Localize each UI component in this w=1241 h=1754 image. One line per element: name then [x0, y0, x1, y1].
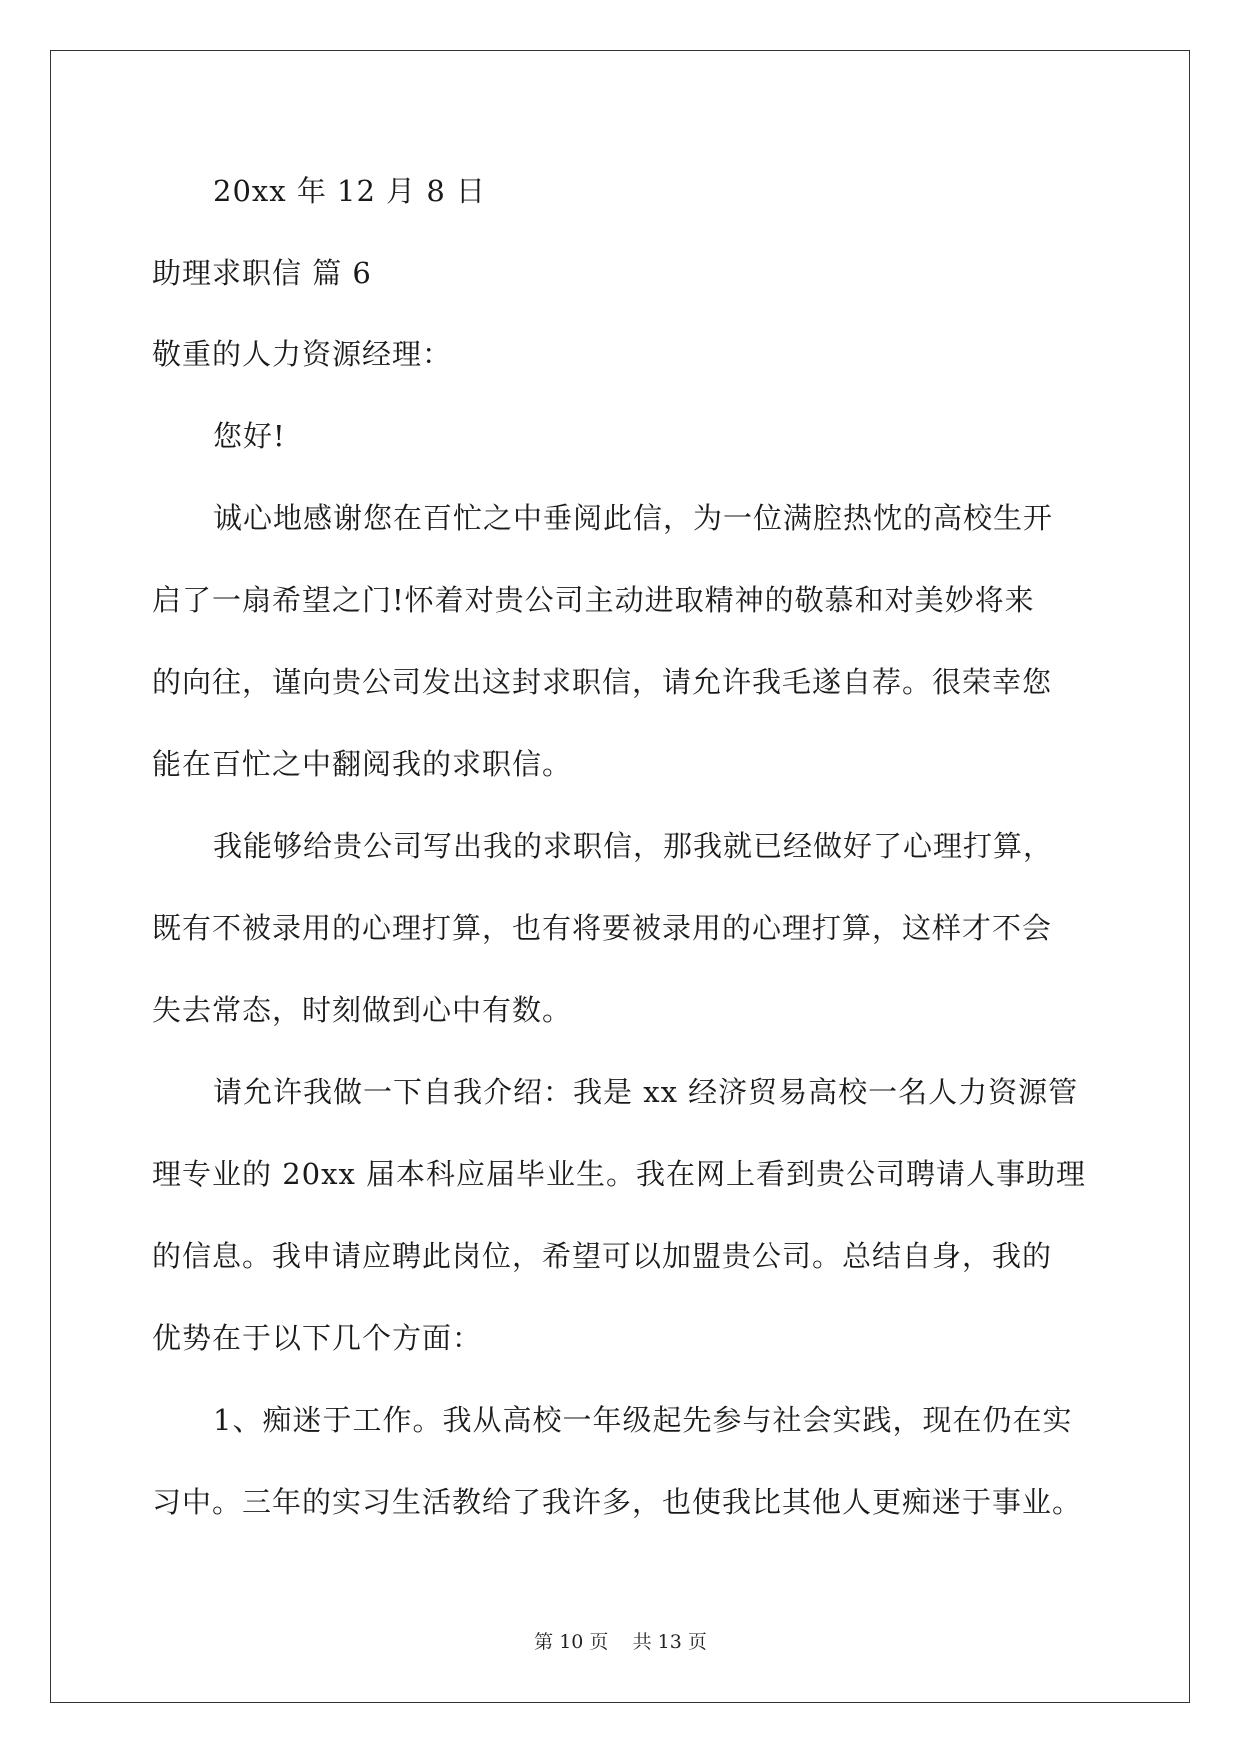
paragraph-line: 习中。三年的实习生活教给了我许多，也使我比其他人更痴迷于事业。 — [152, 1485, 1083, 1519]
paragraph-line: 失去常态，时刻做到心中有数。 — [152, 993, 573, 1027]
paragraph-line: 既有不被录用的心理打算，也有将要被录用的心理打算，这样才不会 — [152, 911, 1053, 945]
paragraph-line: 请允许我做一下自我介绍：我是 xx 经济贸易高校一名人力资源管 — [213, 1075, 1079, 1109]
page-footer — [0, 1630, 1241, 1654]
paragraph-line: 启了一扇希望之门!怀着对贵公司主动进取精神的敬慕和对美妙将来 — [152, 583, 1035, 617]
paragraph-line: 的向往，谨向贵公司发出这封求职信，请允许我毛遂自荐。很荣幸您 — [152, 665, 1053, 699]
paragraph-line: 诚心地感谢您在百忙之中垂阅此信，为一位满腔热忱的高校生开 — [213, 501, 1054, 535]
page-number: 第 10 页 共 13 页 — [534, 1631, 707, 1653]
page-border — [50, 50, 1190, 1703]
paragraph-line: 能在百忙之中翻阅我的求职信。 — [152, 747, 573, 781]
greeting: 您好! — [213, 419, 286, 453]
paragraph-line: 的信息。我申请应聘此岗位，希望可以加盟贵公司。总结自身，我的 — [152, 1239, 1053, 1273]
paragraph-line: 我能够给贵公司写出我的求职信，那我就已经做好了心理打算， — [213, 829, 1054, 863]
salutation: 敬重的人力资源经理： — [152, 337, 453, 371]
paragraph-line: 1、痴迷于工作。我从高校一年级起先参与社会实践，现在仍在实 — [213, 1403, 1073, 1437]
paragraph-line: 优势在于以下几个方面： — [152, 1321, 483, 1355]
paragraph-line: 理专业的 20xx 届本科应届毕业生。我在网上看到贵公司聘请人事助理 — [152, 1157, 1087, 1191]
date-line: 20xx 年 12 月 8 日 — [213, 174, 487, 208]
section-heading: 助理求职信 篇 6 — [152, 256, 372, 290]
